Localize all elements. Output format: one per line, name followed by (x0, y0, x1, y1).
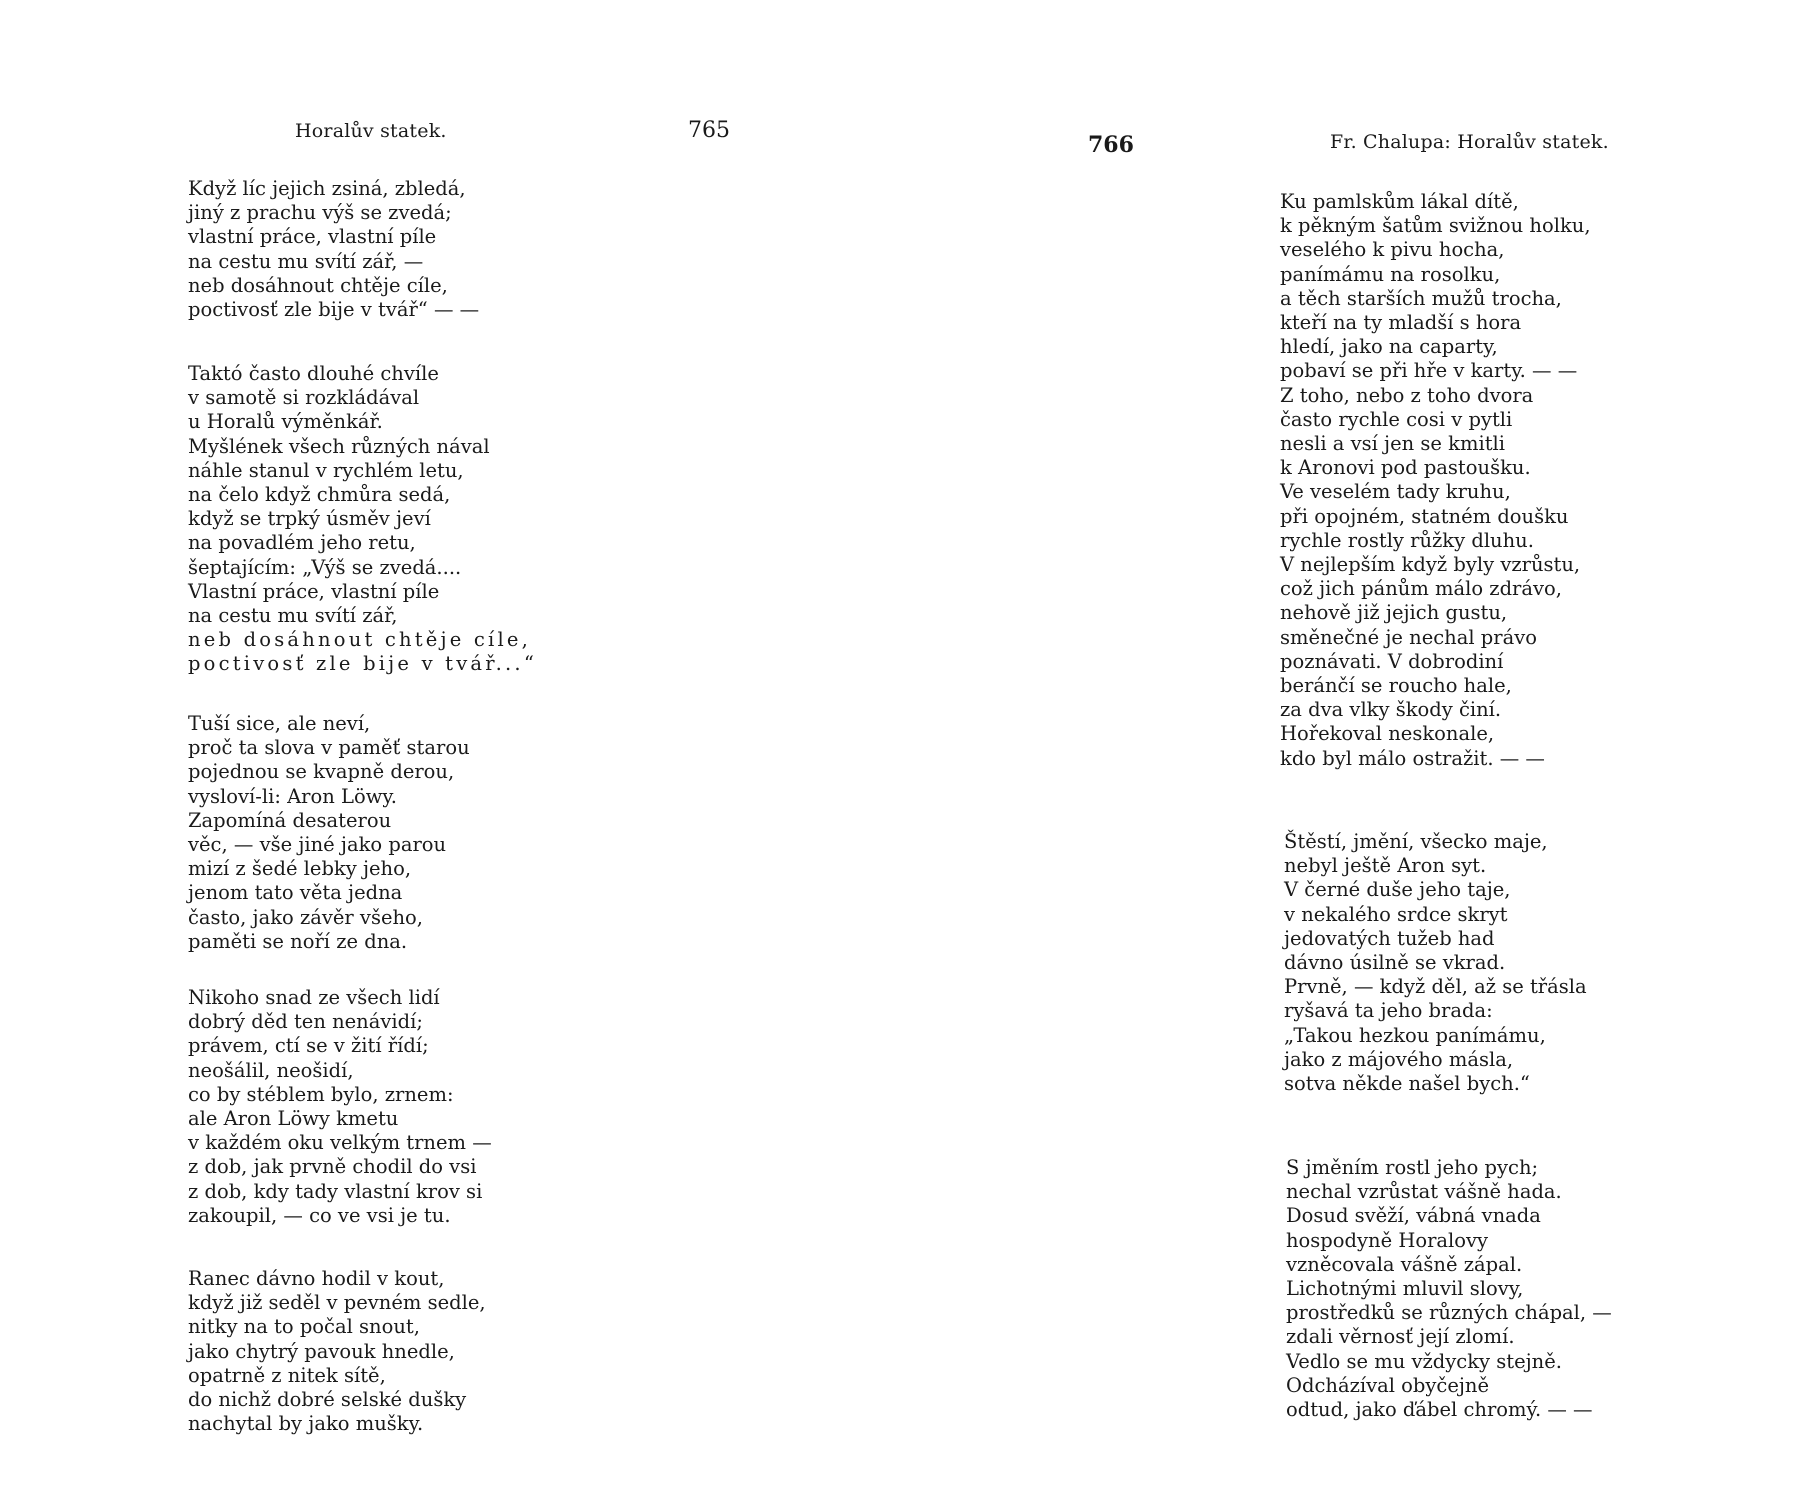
verse-line: na cestu mu svítí zář, (188, 604, 398, 628)
verse-line: Vlastní práce, vlastní píle (188, 579, 440, 603)
verse-line: poctivosť zle bije v tvář“ — — (188, 298, 480, 322)
verse-line: na čelo když chmůra sedá, (188, 483, 451, 507)
verse-line: vlastní práce, vlastní píle (188, 225, 437, 249)
verse-line: nehově již jejich gustu, (1280, 601, 1508, 625)
verse-line: v samotě si rozkládával (188, 386, 420, 410)
verse-line: Ve veselém tady kruhu, (1280, 480, 1511, 504)
verse-line: vysloví-li: Aron Löwy. (188, 784, 398, 808)
verse-line: pobaví se při hře v karty. — — (1280, 359, 1578, 383)
verse-line: hospodyně Horalovy (1286, 1228, 1489, 1252)
verse-line: zakoupil, — co ve vsi je tu. (188, 1203, 451, 1227)
verse-line: kdo byl málo ostražit. — — (1280, 746, 1545, 770)
left-stanza-3 (188, 712, 470, 954)
verse-line: směnečné je nechal právo (1280, 625, 1537, 649)
verse-line: často rychle cosi v pytli (1280, 407, 1513, 431)
verse-line: beránčí se roucho hale, (1280, 674, 1512, 698)
verse-line: vzněcovala vášně zápal. (1286, 1252, 1523, 1276)
right-page-number: 766 (1088, 132, 1134, 158)
left-stanza-5 (188, 1267, 486, 1436)
verse-line: Vedlo se mu vždycky stejně. (1286, 1349, 1562, 1373)
verse-line: Prvně, — když děl, až se třásla (1284, 975, 1587, 999)
verse-line: věc, — vše jiné jako parou (188, 833, 447, 857)
left-stanza-2 (188, 362, 537, 677)
right-running-head: Fr. Chalupa: Horalův statek. (1330, 131, 1609, 153)
verse-line: Lichotnými mluvil slovy, (1286, 1277, 1524, 1301)
verse-line: odtud, jako ďábel chromý. — — (1286, 1398, 1593, 1422)
right-page (898, 0, 1796, 1500)
verse-line: Když líc jejich zsiná, zbledá, (188, 177, 466, 200)
verse-line: kteří na ty mladší s hora (1280, 311, 1522, 335)
verse-line: jako z májového másla, (1284, 1047, 1514, 1071)
verse-line: když se trpký úsměv jeví (188, 507, 431, 531)
verse-line: zdali věrnosť její zlomí. (1286, 1325, 1515, 1349)
verse-line: Taktó často dlouhé chvíle (188, 362, 439, 385)
verse-line: „Takou hezkou panímámu, (1284, 1023, 1546, 1047)
verse-line: ryšavá ta jeho brada: (1284, 999, 1493, 1023)
verse-line: neb dosáhnout chtěje cíle, (188, 628, 532, 652)
verse-line: co by stéblem bylo, zrnem: (188, 1082, 454, 1106)
verse-line: proč ta slova v paměť starou (188, 736, 470, 760)
verse-line: při opojném, statném doušku (1280, 504, 1569, 528)
verse-line: k Aronovi pod pastoušku. (1280, 456, 1531, 480)
verse-line: do nichž dobré selské dušky (188, 1388, 467, 1412)
right-stanza-3 (1286, 1156, 1612, 1422)
verse-line: sotva někde našel bych.“ (1284, 1072, 1530, 1096)
verse-line: z dob, jak prvně chodil do vsi (188, 1155, 477, 1179)
verse-line: Nikoho snad ze všech lidí (188, 986, 440, 1009)
left-stanza-1 (188, 177, 479, 322)
verse-line: právem, ctí se v žití řídí; (188, 1034, 429, 1058)
verse-line: Z toho, nebo z toho dvora (1280, 383, 1534, 407)
verse-line: Tuší sice, ale neví, (188, 712, 371, 735)
verse-line: Ku pamlskům lákal dítě, (1280, 190, 1519, 213)
verse-line: rychle rostly růžky dluhu. (1280, 528, 1534, 552)
verse-line: dobrý děd ten nenávidí; (188, 1010, 423, 1034)
verse-line: dávno úsilně se vkrad. (1284, 951, 1506, 975)
verse-line: poznávati. V dobrodiní (1280, 649, 1504, 673)
verse-line: opatrně z nitek sítě, (188, 1363, 386, 1387)
verse-line: Myšlének všech různých nával (188, 434, 490, 458)
verse-line: jedovatých tužeb had (1284, 926, 1495, 950)
verse-line: Ranec dávno hodil v kout, (188, 1267, 445, 1290)
right-stanza-1 (1280, 190, 1591, 771)
right-stanza-2 (1284, 830, 1587, 1096)
verse-line: neošálil, neošidí, (188, 1058, 354, 1082)
verse-line: v nekalého srdce skryt (1284, 902, 1508, 926)
verse-line: poctivosť zle bije v tvář...“ (188, 652, 538, 676)
verse-line: hledí, jako na caparty, (1280, 335, 1498, 359)
verse-line: nitky na to počal snout, (188, 1315, 420, 1339)
verse-line: ale Aron Löwy kmetu (188, 1107, 399, 1131)
verse-line: nesli a vsí jen se kmitli (1280, 432, 1506, 456)
verse-line: za dva vlky škody činí. (1280, 698, 1502, 722)
verse-line: u Horalů výměnkář. (188, 410, 383, 434)
verse-line: pojednou se kvapně derou, (188, 760, 455, 784)
verse-line: jenom tato věta jedna (188, 881, 403, 905)
left-stanza-4 (188, 986, 492, 1228)
verse-line: když již seděl v pevném sedle, (188, 1291, 486, 1315)
verse-line: Zapomíná desaterou (188, 808, 392, 832)
verse-line: nebyl ještě Aron syt. (1284, 854, 1487, 878)
left-page-number: 765 (688, 118, 730, 143)
verse-line: Dosud svěží, vábná vnada (1286, 1204, 1541, 1228)
verse-line: jiný z prachu výš se zvedá; (188, 201, 452, 225)
verse-line: Hořekoval neskonale, (1280, 722, 1495, 746)
verse-line: v každém oku velkým trnem — (188, 1131, 492, 1155)
verse-line: nachytal by jako mušky. (188, 1412, 424, 1436)
verse-line: V černé duše jeho taje, (1284, 878, 1511, 902)
verse-line: S jměním rostl jeho pych; (1286, 1156, 1539, 1179)
verse-line: panímámu na rosolku, (1280, 262, 1501, 286)
verse-line: z dob, kdy tady vlastní krov si (188, 1179, 483, 1203)
verse-line: mizí z šedé lebky jeho, (188, 857, 412, 881)
verse-line: nechal vzrůstat vášně hada. (1286, 1180, 1562, 1204)
verse-line: k pěkným šatům svižnou holku, (1280, 214, 1591, 238)
verse-line: na povadlém jeho retu, (188, 531, 416, 555)
verse-line: a těch starších mužů trocha, (1280, 286, 1562, 310)
verse-line: náhle stanul v rychlém letu, (188, 458, 464, 482)
verse-line: což jich pánům málo zdrávo, (1280, 577, 1562, 601)
verse-line: jako chytrý pavouk hnedle, (188, 1339, 455, 1363)
verse-line: Odcházíval obyčejně (1286, 1373, 1490, 1397)
verse-line: paměti se noří ze dna. (188, 929, 408, 953)
verse-line: V nejlepším když byly vzrůstu, (1280, 553, 1581, 577)
verse-line: prostředků se různých chápal, — (1286, 1301, 1612, 1325)
left-running-head: Horalův statek. (295, 120, 447, 142)
verse-line: neb dosáhnout chtěje cíle, (188, 273, 448, 297)
verse-line: veselého k pivu hocha, (1280, 238, 1505, 262)
verse-line: často, jako závěr všeho, (188, 905, 423, 929)
verse-line: šeptajícím: „Výš se zvedá.... (188, 555, 462, 579)
verse-line: na cestu mu svítí zář, — (188, 249, 424, 273)
verse-line: Štěstí, jmění, všecko maje, (1284, 830, 1548, 853)
